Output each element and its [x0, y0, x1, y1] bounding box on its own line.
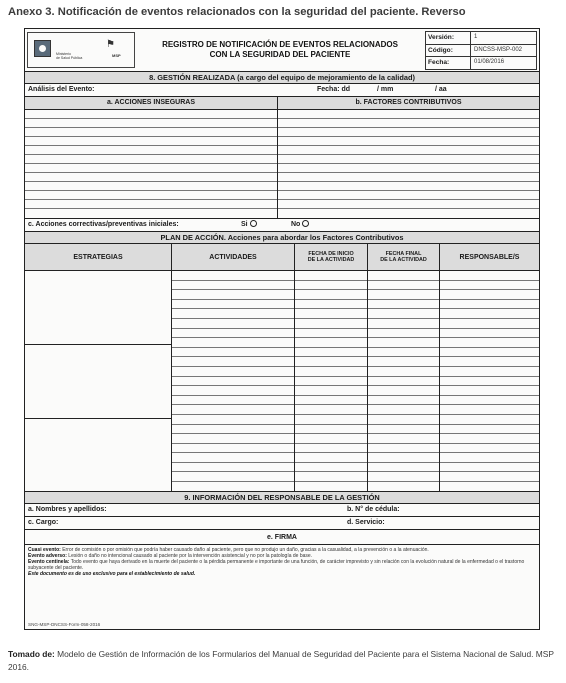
form-header [25, 29, 539, 72]
writing-line[interactable] [440, 415, 539, 425]
writing-line[interactable] [440, 434, 539, 444]
action-plan-header [25, 244, 539, 271]
writing-line[interactable] [368, 319, 439, 329]
writing-line[interactable] [440, 271, 539, 281]
source-label: Tomado de: [8, 649, 55, 659]
service-label: d. Servicio: [347, 519, 385, 526]
strategy-block[interactable] [25, 271, 171, 345]
writing-line[interactable] [172, 338, 294, 348]
writing-line[interactable] [295, 271, 367, 281]
writing-line[interactable] [295, 396, 367, 406]
ministry-emblem-icon [34, 40, 51, 57]
strategy-block[interactable] [25, 419, 171, 492]
writing-line[interactable] [172, 329, 294, 339]
strategy-block[interactable] [25, 345, 171, 419]
source-note [8, 648, 560, 674]
writing-line[interactable] [368, 377, 439, 387]
unsafe-actions-column [25, 97, 277, 218]
activities-column[interactable] [171, 271, 294, 491]
no-radio-icon[interactable] [302, 220, 309, 227]
writing-line[interactable] [295, 444, 367, 454]
shield-icon: ⚑ [106, 39, 115, 50]
writing-line[interactable] [172, 290, 294, 300]
definitions-block [25, 545, 539, 577]
writing-line[interactable] [295, 405, 367, 415]
definition-near-miss: Cuasi evento: Error de comisión o por omisión que podría haber causado daño al paciente, pero que no produjo un daño, gracias a la casualidad, a la prevención o a la atenuación. [28, 547, 429, 553]
contributing-factors-column [277, 97, 539, 218]
writing-line[interactable] [295, 357, 367, 367]
writing-line[interactable] [278, 182, 539, 191]
ministry-logo [27, 32, 135, 68]
section-9-title: 9. INFORMACIÓN DEL RESPONSABLE DE LA GESTIÓN [25, 492, 539, 504]
responsible-header: RESPONSABLE/S [439, 244, 539, 270]
date-dd-label: Fecha: dd [317, 86, 351, 93]
yes-option[interactable]: Si [241, 219, 257, 231]
writing-line[interactable] [295, 290, 367, 300]
analysis-row [25, 84, 539, 97]
unsafe-actions-factors-grid [25, 97, 539, 219]
responsible-column[interactable] [439, 271, 539, 491]
writing-line[interactable] [368, 290, 439, 300]
writing-line[interactable] [172, 300, 294, 310]
writing-line[interactable] [368, 386, 439, 396]
writing-line[interactable] [25, 110, 277, 119]
writing-line[interactable] [368, 309, 439, 319]
writing-line[interactable] [440, 453, 539, 463]
writing-line[interactable] [440, 319, 539, 329]
writing-line[interactable] [440, 396, 539, 406]
writing-line[interactable] [295, 377, 367, 387]
writing-line[interactable] [368, 367, 439, 377]
writing-line[interactable] [440, 281, 539, 291]
writing-line[interactable] [295, 367, 367, 377]
writing-line[interactable] [440, 377, 539, 387]
form-code: SNG-MSP-DNCSS-Form-058-2016 [28, 622, 101, 627]
writing-line[interactable] [368, 338, 439, 348]
writing-line[interactable] [295, 281, 367, 291]
end-date-header: FECHA FINAL DE LA ACTIVIDAD [367, 244, 439, 270]
writing-line[interactable] [25, 128, 277, 137]
end-date-column[interactable] [367, 271, 439, 491]
writing-line[interactable] [440, 444, 539, 454]
writing-line[interactable] [295, 300, 367, 310]
writing-line[interactable] [25, 164, 277, 173]
writing-line[interactable] [172, 444, 294, 454]
writing-line[interactable] [440, 290, 539, 300]
strategies-header: ESTRATEGIAS [73, 253, 123, 261]
writing-line[interactable] [368, 444, 439, 454]
writing-line[interactable] [295, 386, 367, 396]
writing-line[interactable] [172, 405, 294, 415]
source-text: Modelo de Gestión de Información de los Formularios del Manual de Seguridad del Paciente para el Sistema Nacional de Salud. MSP 2016. [8, 649, 554, 672]
writing-line[interactable] [368, 472, 439, 482]
msp-mark: MSP [112, 53, 121, 58]
writing-line[interactable] [172, 396, 294, 406]
unsafe-actions-lines[interactable] [25, 110, 277, 218]
writing-line[interactable] [368, 482, 439, 492]
writing-line[interactable] [295, 338, 367, 348]
writing-line[interactable] [295, 348, 367, 358]
writing-line[interactable] [295, 329, 367, 339]
writing-line[interactable] [278, 173, 539, 182]
unsafe-actions-header: a. ACCIONES INSEGURAS [25, 97, 277, 110]
writing-line[interactable] [25, 137, 277, 146]
id-number-label: b. N° de cédula: [347, 506, 400, 513]
no-option[interactable]: No [291, 219, 309, 231]
writing-line[interactable] [25, 119, 277, 128]
writing-line[interactable] [440, 482, 539, 492]
writing-line[interactable] [368, 357, 439, 367]
writing-line[interactable] [172, 415, 294, 425]
signature-row[interactable] [25, 530, 539, 545]
logo-caption: Ministerio de Salud Pública [56, 52, 83, 60]
writing-line[interactable] [172, 367, 294, 377]
yes-radio-icon[interactable] [250, 220, 257, 227]
writing-line[interactable] [25, 155, 277, 164]
contributing-factors-lines[interactable] [278, 110, 539, 218]
writing-line[interactable] [368, 329, 439, 339]
names-row [25, 504, 539, 517]
notification-form [24, 28, 540, 630]
meta-row-date: Fecha: 01/08/2016 [426, 57, 536, 69]
writing-line[interactable] [172, 271, 294, 281]
writing-line[interactable] [172, 377, 294, 387]
writing-line[interactable] [368, 463, 439, 473]
writing-line[interactable] [440, 338, 539, 348]
writing-line[interactable] [368, 434, 439, 444]
analysis-label: Análisis del Evento: [28, 86, 95, 93]
start-date-column[interactable] [294, 271, 367, 491]
role-label: c. Cargo: [28, 519, 59, 526]
writing-line[interactable] [172, 281, 294, 291]
writing-line[interactable] [368, 300, 439, 310]
writing-line[interactable] [295, 415, 367, 425]
writing-line[interactable] [172, 453, 294, 463]
date-mm-label: / mm [377, 86, 394, 93]
contributing-factors-header: b. FACTORES CONTRIBUTIVOS [278, 97, 539, 110]
writing-line[interactable] [295, 453, 367, 463]
date-aa-label: / aa [435, 86, 447, 93]
writing-line[interactable] [172, 434, 294, 444]
writing-line[interactable] [278, 110, 539, 119]
writing-line[interactable] [172, 463, 294, 473]
writing-line[interactable] [278, 146, 539, 155]
activities-header: ACTIVIDADES [171, 244, 294, 270]
strategies-column[interactable] [25, 271, 171, 491]
form-title: REGISTRO DE NOTIFICACIÓN DE EVENTOS RELACIONADOS CON LA SEGURIDAD DEL PACIENTE [162, 40, 398, 59]
writing-line[interactable] [25, 200, 277, 209]
writing-line[interactable] [440, 309, 539, 319]
writing-line[interactable] [440, 472, 539, 482]
definition-sentinel-event: Evento centinela: Todo evento que haya derivado en la muerte del paciente o la pérdida permanente e importante de una función, de carácter imprevisto y sin relación con la evolución natural de la enfermedad o el trastorno subyacente del paciente. [28, 559, 525, 571]
writing-line[interactable] [295, 425, 367, 435]
writing-line[interactable] [278, 137, 539, 146]
writing-line[interactable] [295, 463, 367, 473]
meta-row-code: Código: DNCSS-MSP-002 [426, 45, 536, 58]
writing-line[interactable] [172, 386, 294, 396]
writing-line[interactable] [295, 482, 367, 492]
corrective-actions-row [25, 219, 539, 232]
writing-line[interactable] [172, 319, 294, 329]
writing-line[interactable] [368, 271, 439, 281]
writing-line[interactable] [278, 119, 539, 128]
writing-line[interactable] [440, 405, 539, 415]
writing-line[interactable] [295, 472, 367, 482]
action-plan-title: PLAN DE ACCIÓN. Acciones para abordar los Factores Contributivos [25, 232, 539, 244]
writing-line[interactable] [368, 405, 439, 415]
writing-line[interactable] [295, 434, 367, 444]
writing-line[interactable] [368, 281, 439, 291]
writing-line[interactable] [172, 472, 294, 482]
writing-line[interactable] [172, 309, 294, 319]
exclusive-use-note: Este documento es de uso exclusivo para el establecimiento de salud. [28, 571, 196, 577]
writing-line[interactable] [440, 357, 539, 367]
writing-line[interactable] [368, 415, 439, 425]
writing-line[interactable] [440, 329, 539, 339]
signature-label: e. FIRMA [267, 534, 297, 541]
page-title: Anexo 3. Notificación de eventos relacionados con la seguridad del paciente. Reverso [8, 6, 466, 18]
writing-line[interactable] [278, 155, 539, 164]
writing-line[interactable] [440, 386, 539, 396]
start-date-header: FECHA DE INICIO DE LA ACTIVIDAD [294, 244, 367, 270]
writing-line[interactable] [278, 200, 539, 209]
definition-adverse-event: Evento adverso: Lesión o daño no intencional causado al paciente por la intervención asistencial y no por la patología de base. [28, 553, 313, 559]
writing-line[interactable] [172, 482, 294, 492]
writing-line[interactable] [440, 463, 539, 473]
action-plan-body [25, 271, 539, 492]
writing-line[interactable] [25, 146, 277, 155]
writing-line[interactable] [368, 348, 439, 358]
document-meta-table [425, 31, 537, 70]
writing-line[interactable] [278, 209, 539, 218]
writing-line[interactable] [440, 300, 539, 310]
writing-line[interactable] [278, 128, 539, 137]
names-label: a. Nombres y apellidos: [28, 506, 107, 513]
writing-line[interactable] [278, 164, 539, 173]
writing-line[interactable] [368, 396, 439, 406]
writing-line[interactable] [368, 425, 439, 435]
writing-line[interactable] [172, 357, 294, 367]
corrective-actions-label: c. Acciones correctivas/preventivas iniciales: [28, 221, 179, 228]
writing-line[interactable] [25, 191, 277, 200]
writing-line[interactable] [25, 182, 277, 191]
writing-line[interactable] [440, 348, 539, 358]
meta-row-version: Versión: 1 [426, 32, 536, 45]
writing-line[interactable] [295, 319, 367, 329]
writing-line[interactable] [25, 173, 277, 182]
writing-line[interactable] [25, 209, 277, 218]
writing-line[interactable] [172, 348, 294, 358]
role-row [25, 517, 539, 530]
writing-line[interactable] [440, 425, 539, 435]
writing-line[interactable] [172, 425, 294, 435]
writing-line[interactable] [368, 453, 439, 463]
writing-line[interactable] [295, 309, 367, 319]
writing-line[interactable] [440, 367, 539, 377]
section-8-title: 8. GESTIÓN REALIZADA (a cargo del equipo de mejoramiento de la calidad) [25, 72, 539, 84]
writing-line[interactable] [278, 191, 539, 200]
